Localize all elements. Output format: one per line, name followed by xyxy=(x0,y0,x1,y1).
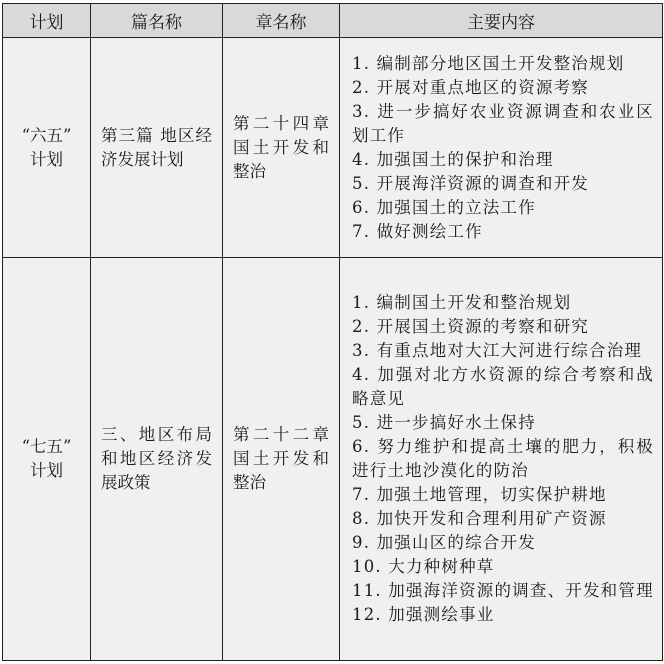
list-item: 3. 进一步搞好农业资源调查和农业区划工作 xyxy=(352,101,654,145)
list-item: 5. 进一步搞好水土保持 xyxy=(352,413,536,432)
list-item: 10. 大力种树种草 xyxy=(352,557,495,576)
list-item: 12. 加强测绘事业 xyxy=(352,605,495,624)
list-item: 2. 开展对重点地区的资源考察 xyxy=(352,77,589,97)
list-item: 9. 加强山区的综合开发 xyxy=(352,533,536,552)
list-item: 4. 加强国土的保护和治理 xyxy=(352,149,554,169)
list-item: 7. 加强土地管理，切实保护耕地 xyxy=(352,485,607,504)
plan-cell xyxy=(3,258,91,661)
chapter-cell: 第二十四章国土开发和整治 xyxy=(223,38,340,258)
plan-suffix: 计划 xyxy=(30,149,63,169)
content-list xyxy=(352,291,654,627)
list-item: 11. 加强海洋资源的调查、开发和管理 xyxy=(352,581,654,600)
plan-cell xyxy=(3,38,91,258)
plan-table xyxy=(2,3,663,661)
table-header-row xyxy=(3,4,663,38)
list-item: 8. 加快开发和合理利用矿产资源 xyxy=(352,509,607,528)
list-item: 6. 努力维护和提高土壤的肥力，积极进行土地沙漠化的防治 xyxy=(352,437,654,480)
content-cell xyxy=(340,258,663,661)
header-chapter: 章名称 xyxy=(223,4,340,38)
table-row xyxy=(3,38,663,258)
content-list xyxy=(352,52,654,244)
header-plan: 计划 xyxy=(3,4,91,38)
part-cell: 三、地区布局和地区经济发展政策 xyxy=(91,258,223,661)
list-item: 1. 编制国土开发和整治规划 xyxy=(352,293,572,312)
list-item: 2. 开展国土资源的考察和研究 xyxy=(352,317,589,336)
plan-name: “七五” xyxy=(21,437,72,456)
list-item: 5. 开展海洋资源的调查和开发 xyxy=(352,173,589,193)
list-item: 7. 做好测绘工作 xyxy=(352,221,483,241)
plan-name: “六五” xyxy=(21,125,72,145)
header-part: 篇名称 xyxy=(91,4,223,38)
plan-suffix: 计划 xyxy=(30,461,63,480)
content-cell xyxy=(340,38,663,258)
chapter-cell: 第二十二章国土开发和整治 xyxy=(223,258,340,661)
part-cell: 第三篇 地区经济发展计划 xyxy=(91,38,223,258)
list-item: 4. 加强对北方水资源的综合考察和战略意见 xyxy=(352,365,654,408)
header-content: 主要内容 xyxy=(340,4,663,38)
list-item: 6. 加强国土的立法工作 xyxy=(352,197,536,217)
list-item: 3. 有重点地对大江大河进行综合治理 xyxy=(352,341,643,360)
list-item: 1. 编制部分地区国土开发整治规划 xyxy=(352,53,625,73)
table-row xyxy=(3,258,663,661)
